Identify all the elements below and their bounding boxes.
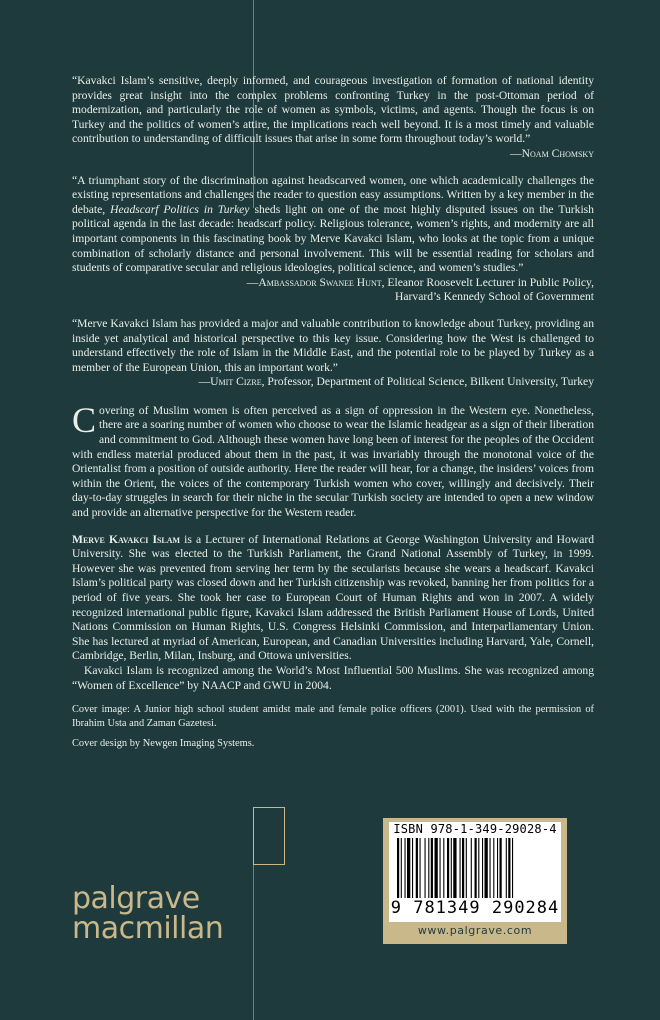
author-name: Merve Kavakci Islam	[72, 532, 181, 546]
publisher-logo	[72, 881, 252, 946]
publisher-logo-line2: macmillan	[72, 911, 224, 946]
barcode-panel	[383, 818, 567, 944]
isbn-text: ISBN 978-1-349-29028-4	[393, 822, 557, 836]
quote-hunt: “A triumphant story of the discrimination against headscarved women, one which academically challenges the existing representations and challenges the reader to question easy assumptions. Written by a key member in the debate, Headscarf Politics in Turkey sheds light on one of the most highly disputed issues on the Turkish political agenda in the last decade: headscarf policy. Religious tolerance, women’s rights, and modernity are all important components in this fascinating book by Merve Kavakci Islam, who looks at the topic from a unique combination of scholarly distance and personal involvement. This will be essential reading for scholars and students of comparative secular and religious ideologies, political science, and women’s studies.”	[72, 173, 594, 275]
decorative-frame	[253, 807, 285, 865]
cover-image-credit: Cover image: A Junior high school student amidst male and female police officers (2001). Used with the permission of Ibrahim Usta and Zaman Gazetesi.	[72, 704, 594, 729]
barcode-label	[389, 822, 561, 922]
publisher-website: www.palgrave.com	[417, 924, 533, 937]
quote-chomsky-attribution: —Noam Chomsky	[510, 146, 594, 160]
author-bio: Merve Kavakci Islam is a Lecturer of International Relations at George Washington University and Howard University. She was elected to the Turkish Parliament, the Grand National Assembly of Turkey, in 1999. However she was prevented from serving her term by the secularists because she wears a headscarf. Kavakci Islam’s political party was closed down and her Turkish citizenship was revoked, banning her from politics for a period of five years. She took her case to European Court of Human Rights and won in 2007. A widely recognized international public figure, Kavakci Islam addressed the British Parliament House of Lords, United Nations Commission on Human Rights, U.S. Congress Helsinki Commission, and Interparliamentary Union. She has lectured at myriad of American, European, and Canadian Universities including Harvard, Yale, Cornell, Cambridge, Berlin, Milan, Insburg, and Ottowa universities. Kavakci Islam is recognized among the World’s Most Influential 500 Muslims. She was recognized among “Women of Excellence” by NAACP and GWU in 2004.	[72, 532, 595, 692]
bottom-divider-line	[253, 852, 254, 1020]
book-title-italic: Headscarf Politics in Turkey	[110, 202, 250, 216]
drop-cap: C	[72, 399, 97, 440]
barcode-number: 9 781349 290284	[390, 898, 560, 918]
cover-design-credit: Cover design by Newgen Imaging Systems.	[72, 737, 255, 749]
quote-cizre: “Merve Kavakci Islam has provided a major and valuable contribution to knowledge about Turkey, providing an inside yet analytical and historical perspective to this key issue. Considering how the West is challenged to understand effectively the role of Islam in the Middle East, and the potential role to be played by Turkey as a member of the European Union, this an important work.”	[72, 316, 594, 374]
cover-text-column	[72, 74, 594, 750]
quote-hunt-attribution: —Ambassador Swanee Hunt, Eleanor Roosevelt Lecturer in Public Policy, Harvard’s Kennedy School of Government	[246, 275, 594, 304]
author-bio-recognition: Kavakci Islam is recognized among the World’s Most Influential 500 Muslims. She was recognized among “Women of Excellence” by NAACP and GWU in 2004.	[72, 663, 594, 692]
book-description: Covering of Muslim women is often perceived as a sign of oppression in the Western eye. Nonetheless, there are a soaring number of women who choose to wear the Islamic headgear as a sign of their liberation and commitment to God. Although these women have long been of interest for the peoples of the Occident with endless material produced about them in the past, it was invariably through the monotonal voice of the Orientalist from a position of outside authority. Here the reader will hear, for a change, the insiders’ voices from within the Orient, the voices of the contemporary Turkish women who cover, willingly and decisively. Their day-to-day struggles in search for their niche in the secular Turkish society are intended to open a new window and provide an alternative perspective for the Western reader.	[72, 399, 594, 520]
quote-chomsky: “Kavakci Islam’s sensitive, deeply informed, and courageous investigation of formation of national identity provides great insight into the complex problems confronting Turkey in the post-Ottoman period of modernization, and particularly the role of women as symbols, victims, and agents. Though the focus is on Turkey and the politics of women’s attire, the implications reach well beyond. It is a most timely and valuable contribution to understanding of difficult issues that arise in some form throughout today’s world.”	[72, 74, 594, 146]
publisher-logo-line1: palgrave	[72, 881, 200, 916]
barcode-image	[397, 838, 553, 898]
quote-cizre-attribution: —Umit Cizre, Professor, Department of Political Science, Bilkent University, Turkey	[198, 375, 594, 389]
